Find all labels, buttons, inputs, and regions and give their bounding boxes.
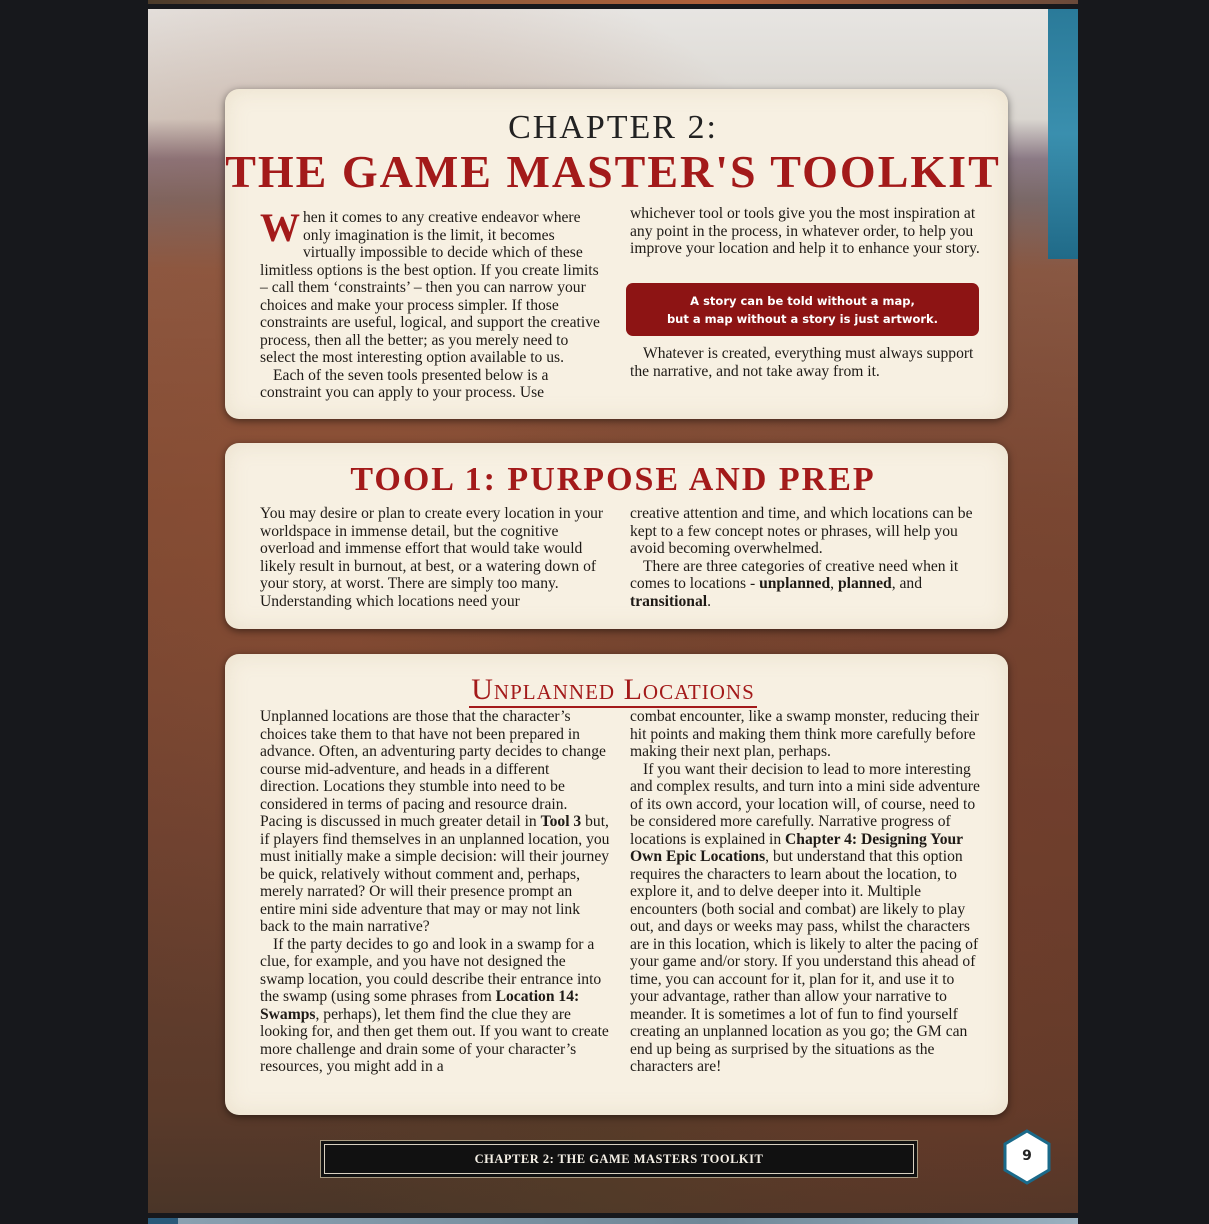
unplanned-paragraph-3: combat encounter, like a swamp monster, reducing their hit points and making them think more carefully before making their next plan, perhaps. <box>630 708 980 760</box>
pull-quote <box>626 283 979 336</box>
intro-left-column <box>260 205 600 402</box>
tool1-paragraph-3 <box>630 558 980 611</box>
unplanned-paragraph-4 <box>630 761 980 1076</box>
top-border-strip <box>148 0 1078 4</box>
chapter-title: THE GAME MASTER'S TOOLKIT <box>225 146 1001 197</box>
unplanned-paragraph-1 <box>260 708 610 936</box>
intro-paragraph-3: whichever tool or tools give you the most inspiration at any point in the process, in whatever order, to help you improve your location and help it to enhance your story. <box>630 205 980 257</box>
category-planned: planned <box>837 575 892 592</box>
category-transitional: transitional <box>630 592 708 610</box>
unplanned-left-column <box>260 708 610 1076</box>
unplanned-heading <box>148 673 1078 707</box>
unplanned-heading-text: Unplanned Locations <box>471 673 755 706</box>
intro-right-column-lower <box>630 345 980 380</box>
book-page <box>148 9 1078 1213</box>
tool1-left-column <box>260 505 610 610</box>
intro-paragraph-4: Whatever is created, everything must always support the narrative, and not take away from it. <box>630 345 974 380</box>
tool1-heading: TOOL 1: PURPOSE AND PREP <box>350 461 876 498</box>
page-number: 9 <box>1022 1148 1032 1164</box>
tool3-reference: Tool 3 <box>540 813 582 830</box>
text: If the party decides to go and look in a swamp for a clue, for example, and you have not designed the swamp location, you could describe their entrance into the swamp (using some phrases from <box>260 935 602 1005</box>
location14-reference: Location 14: Swamps <box>260 988 580 1023</box>
text: , perhaps), let them find the clue they are looking for, and then get them out. If you want to create more challenge and drain some of your character’s resources, you might add in a <box>260 1005 609 1075</box>
intro-paragraph-1: hen it comes to any creative endeavor where only imagination is the limit, it becomes virtually impossible to decide which of these limitless options is the best option. If you create limits – call them ‘constraints’ – then you can narrow your choices and make your process simpler. If those constraints are useful, logical, and support the creative process, then all the better; as you merely need to select the most interesting option available to us. <box>260 209 600 366</box>
pull-quote-line-2: but a map without a story is just artwork. <box>666 311 939 326</box>
chapter-label: CHAPTER 2: <box>508 109 718 146</box>
separator: , <box>830 575 838 592</box>
chapter4-reference: Chapter 4: Designing Your Own Epic Locations <box>630 830 963 865</box>
tool1-right-column <box>630 505 980 610</box>
footer-chapter-bar: CHAPTER 2: THE GAME MASTERS TOOLKIT <box>324 1144 914 1174</box>
drop-cap: W <box>260 205 300 250</box>
text: , but understand that this option requires the characters to learn about the location, to explore it, and to delve deeper into it. Multiple encounters (both social and combat) are likely to play out, and days or weeks may pass, whilst the characters are in this location, which is likely to alter the pacing of your game and/or story. If you understand this ahead of time, you can account for it, plan for it, and use it to your advantage, rather than allow your narrative to meander. It is sometimes a lot of fun to find yourself creating an unplanned location as you go; the GM can end up being as surprised by the situations as the characters are! <box>630 848 979 1075</box>
tool1-paragraph-2: creative attention and time, and which locations can be kept to a few concept notes or phrases, will help you avoid becoming overwhelmed. <box>630 505 973 557</box>
unplanned-paragraph-2 <box>260 936 610 1076</box>
text: Unplanned locations are those that the character’s choices take them to that have not been prepared in advance. Often, an adventuring party decides to change course mid-adventure, and heads in a different direction. Locations they stumble into need to be considered in terms of pacing and resource drain. Pacing is discussed in much greater detail in <box>260 708 606 830</box>
tool1-text: There are three categories of creative need when it comes to locations - <box>630 557 959 592</box>
text: but, if players find themselves in an unplanned location, you must initially make a simple decision: will their journey be quick, relatively without comment and, perhaps, merely narrated? Or will their presence prompt an entire mini side adventure that may or may not link back to the main narrative? <box>260 813 610 935</box>
page-number-badge <box>1002 1129 1052 1185</box>
pull-quote-line-1: A story can be told without a map, <box>690 293 915 308</box>
bottom-border-strip <box>148 1218 1078 1224</box>
text: If you want their decision to lead to more interesting and complex results, and turn into a mini side adventure of its own accord, your location will, of course, need to be considered more carefully. Narrative progress of locations is explained in <box>630 760 980 848</box>
tool1-paragraph-1: You may desire or plan to create every location in your worldspace in immense detail, but the cognitive overload and immense effort that would take would likely result in burnout, at best, or a watering down of your story, at worst. There are simply too many. Understanding which locations need your <box>260 505 604 610</box>
unplanned-right-column <box>630 708 980 1076</box>
period: . <box>707 592 712 610</box>
intro-paragraph-2: Each of the seven tools presented below is a constraint you can apply to your process. Use <box>260 366 549 401</box>
intro-right-column <box>630 205 980 258</box>
separator: , and <box>891 575 923 592</box>
category-unplanned: unplanned <box>759 575 831 592</box>
